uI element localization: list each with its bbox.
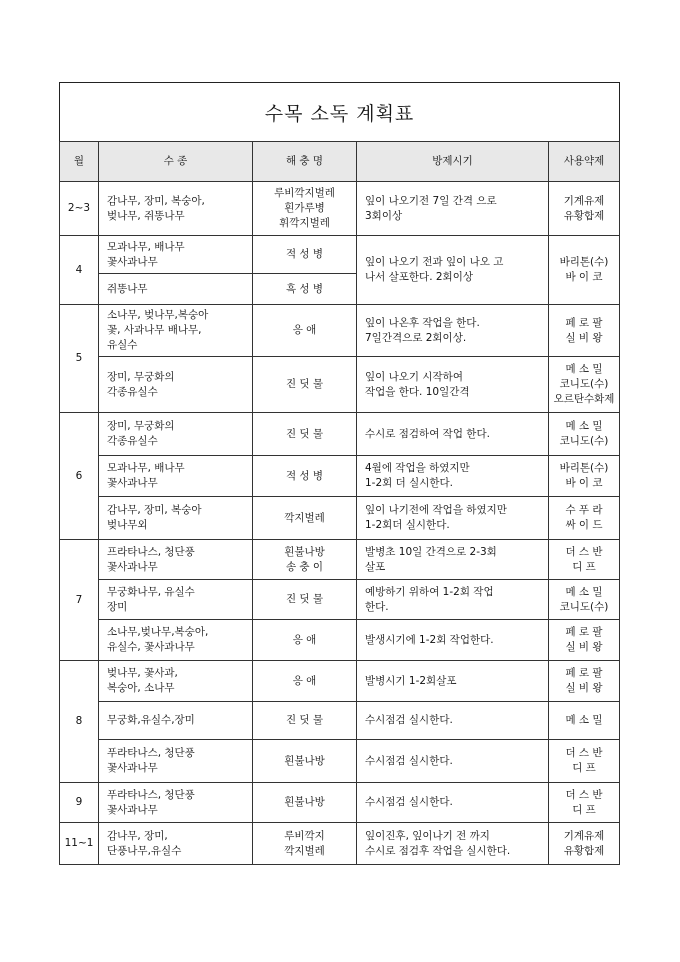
header-row: [60, 142, 620, 182]
table-row: [60, 661, 620, 702]
table-row: [60, 823, 620, 865]
pest-cell: 응 애: [253, 661, 357, 702]
tree-cell: 무궁화나무, 유실수 장미: [99, 580, 253, 620]
pest-cell: 루비깍지 깍지벌레: [253, 823, 357, 865]
pest-cell: 루비깍지벌레 흰가루병 휘깍지벌레: [253, 182, 357, 236]
chemical-cell: 수 푸 라 싸 이 드: [549, 497, 620, 540]
tree-cell: 장미, 무궁화의 각종유실수: [99, 413, 253, 456]
pest-cell: 응 애: [253, 305, 357, 357]
chemical-cell: 바리톤(수) 바 이 코: [549, 456, 620, 497]
tree-cell: 푸라타나스, 청단풍 꽃사과나무: [99, 783, 253, 823]
table-row: [60, 182, 620, 236]
timing-cell: 잎이 나오기 전과 잎이 나오 고 나서 살포한다. 2회이상: [357, 236, 549, 305]
pest-cell: 진 딧 물: [253, 580, 357, 620]
tree-cell: 모과나무, 배나무 꽃사과나무: [99, 456, 253, 497]
table-row: [60, 456, 620, 497]
tree-cell: 감나무, 장미, 복숭아 벚나무외: [99, 497, 253, 540]
tree-cell: 감나무, 장미, 복숭아, 벚나무, 쥐똥나무: [99, 182, 253, 236]
table-row: [60, 497, 620, 540]
timing-cell: 발병초 10일 간격으로 2-3회 살포: [357, 540, 549, 580]
chemical-cell: 메 소 밀 코니도(수): [549, 580, 620, 620]
tree-cell: 프라타나스, 청단풍 꽃사과나무: [99, 540, 253, 580]
month-cell: 4: [60, 236, 99, 305]
plan-sheet: [59, 82, 620, 865]
chemical-cell: 메 소 밀 코니도(수) 오르탄수화제: [549, 357, 620, 413]
tree-cell: 감나무, 장미, 단풍나무,유실수: [99, 823, 253, 865]
timing-cell: 수시로 점검하여 작업 한다.: [357, 413, 549, 456]
chemical-cell: 더 스 반 디 프: [549, 740, 620, 783]
chemical-cell: 기계유제 유황합제: [549, 182, 620, 236]
pest-cell: 적 성 병: [253, 236, 357, 274]
plan-table: [59, 141, 620, 865]
header-tree: 수 종: [99, 142, 253, 182]
table-row: [60, 305, 620, 357]
pest-cell: 진 딧 물: [253, 702, 357, 740]
table-row: [60, 540, 620, 580]
header-pest: 해 충 명: [253, 142, 357, 182]
month-cell: 6: [60, 413, 99, 540]
month-cell: 11~1: [60, 823, 99, 865]
chemical-cell: 더 스 반 디 프: [549, 783, 620, 823]
month-cell: 7: [60, 540, 99, 661]
chemical-cell: 페 로 팔 실 비 왕: [549, 305, 620, 357]
table-row: [60, 783, 620, 823]
pest-cell: 흰불나방: [253, 783, 357, 823]
header-timing: 방제시기: [357, 142, 549, 182]
table-row: [60, 620, 620, 661]
tree-cell: 장미, 무궁화의 각종유실수: [99, 357, 253, 413]
table-row: [60, 740, 620, 783]
timing-cell: 4월에 작업을 하였지만 1-2회 더 실시한다.: [357, 456, 549, 497]
month-cell: 5: [60, 305, 99, 413]
pest-cell: 깍지벌레: [253, 497, 357, 540]
chemical-cell: 더 스 반 디 프: [549, 540, 620, 580]
pest-cell: 진 딧 물: [253, 413, 357, 456]
timing-cell: 발병시기 1-2회살포: [357, 661, 549, 702]
chemical-cell: 메 소 밀 코니도(수): [549, 413, 620, 456]
timing-cell: 예방하기 위하여 1-2회 작업 한다.: [357, 580, 549, 620]
table-row: [60, 357, 620, 413]
pest-cell: 흑 성 병: [253, 274, 357, 305]
chemical-cell: 바리톤(수) 바 이 코: [549, 236, 620, 305]
tree-cell: 쥐똥나무: [99, 274, 253, 305]
table-row: [60, 580, 620, 620]
timing-cell: 잎이진후, 잎이나기 전 까지 수시로 점검후 작업을 실시한다.: [357, 823, 549, 865]
tree-cell: 모과나무, 배나무 꽃사과나무: [99, 236, 253, 274]
month-cell: 9: [60, 783, 99, 823]
chemical-cell: 메 소 밀: [549, 702, 620, 740]
timing-cell: 수시점검 실시한다.: [357, 783, 549, 823]
timing-cell: 잎이 나온후 작업을 한다. 7일간격으로 2회이상.: [357, 305, 549, 357]
tree-cell: 벚나무, 꽃사과, 복숭아, 소나무: [99, 661, 253, 702]
timing-cell: 발생시기에 1-2회 작업한다.: [357, 620, 549, 661]
month-cell: 8: [60, 661, 99, 783]
tree-cell: 소나무,벚나무,복숭아, 유실수, 꽃사과나무: [99, 620, 253, 661]
pest-cell: 흰불나방 송 충 이: [253, 540, 357, 580]
header-month: 월: [60, 142, 99, 182]
timing-cell: 수시점검 실시한다.: [357, 702, 549, 740]
tree-cell: 소나무, 벚나무,복숭아 꽃, 사과나무 배나무, 유실수: [99, 305, 253, 357]
timing-cell: 잎이 나오기전 7일 간격 으로 3회이상: [357, 182, 549, 236]
timing-cell: 수시점검 실시한다.: [357, 740, 549, 783]
timing-cell: 잎이 나오기 시작하여 작업을 한다. 10일간격: [357, 357, 549, 413]
pest-cell: 흰불나방: [253, 740, 357, 783]
month-cell: 2~3: [60, 182, 99, 236]
pest-cell: 진 딧 물: [253, 357, 357, 413]
chemical-cell: 기계유제 유황합제: [549, 823, 620, 865]
table-row: [60, 702, 620, 740]
chemical-cell: 페 로 팔 실 비 왕: [549, 620, 620, 661]
pest-cell: 적 성 병: [253, 456, 357, 497]
tree-cell: 무궁화,유실수,장미: [99, 702, 253, 740]
chemical-cell: 페 로 팔 실 비 왕: [549, 661, 620, 702]
tree-cell: 푸라타나스, 청단풍 꽃사과나무: [99, 740, 253, 783]
timing-cell: 잎이 나기전에 작업을 하였지만 1-2회더 실시한다.: [357, 497, 549, 540]
table-row: [60, 236, 620, 274]
pest-cell: 응 애: [253, 620, 357, 661]
table-row: [60, 413, 620, 456]
document-title: 수목 소독 계획표: [59, 82, 620, 141]
header-chemical: 사용약제: [549, 142, 620, 182]
